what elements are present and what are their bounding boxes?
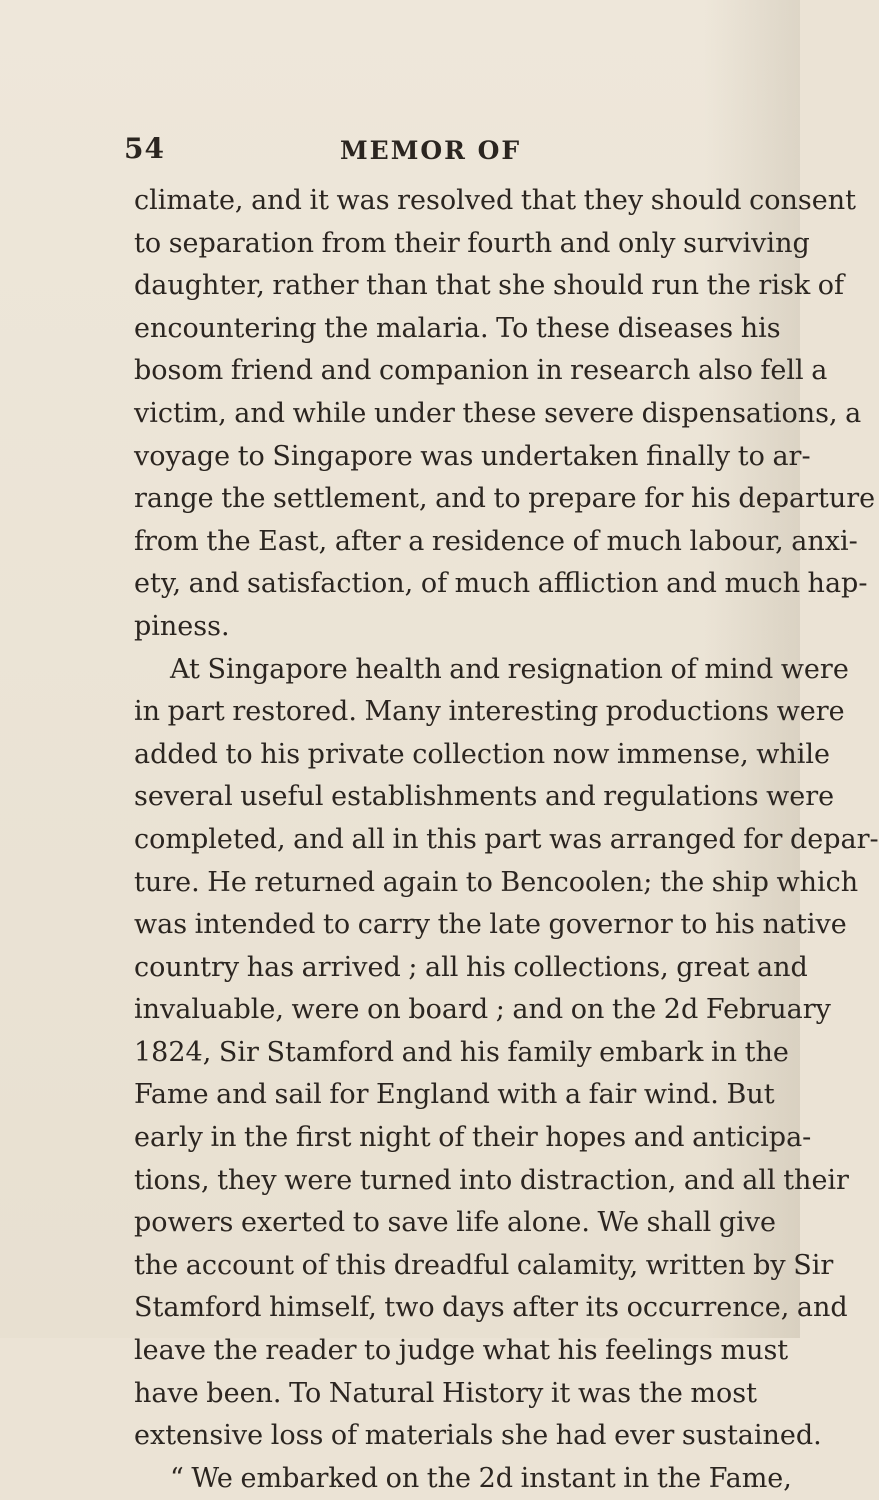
text-line-paragraph-start: At Singapore health and resignation of mind were xyxy=(170,653,849,685)
text-line: in part restored. Many interesting productions were xyxy=(134,696,845,728)
text-line: invaluable, were on board ; and on the 2d February xyxy=(134,994,831,1026)
text-line-paragraph-end: piness. xyxy=(134,610,230,642)
text-line: encountering the malaria. To these diseases his xyxy=(134,312,781,344)
running-head: MEMOR OF xyxy=(340,136,522,165)
page-number: 54 xyxy=(124,132,165,165)
text-line: victim, and while under these severe dispensations, a xyxy=(134,397,862,429)
text-line: added to his private collection now immense, while xyxy=(134,738,831,770)
text-line: range the settlement, and to prepare for his departure xyxy=(134,483,876,515)
text-line: ture. He returned again to Bencoolen; the ship which xyxy=(134,866,859,898)
text-line: bosom friend and companion in research also fell a xyxy=(134,355,828,387)
text-line: tions, they were turned into distraction, and all their xyxy=(134,1164,849,1196)
body-text xyxy=(134,180,879,1500)
text-line-quote-start: “ We embarked on the 2d instant in the Fame, xyxy=(170,1462,792,1494)
page-header xyxy=(0,132,800,166)
text-line: powers exerted to save life alone. We shall give xyxy=(134,1207,777,1239)
text-line: daughter, rather than that she should run the risk of xyxy=(134,270,845,302)
text-line: country has arrived ; all his collections, great and xyxy=(134,951,808,983)
text-line: have been. To Natural History it was the most xyxy=(134,1377,757,1409)
text-line: several useful establishments and regulations were xyxy=(134,781,835,813)
text-line: 1824, Sir Stamford and his family embark in the xyxy=(134,1036,789,1068)
text-line: was intended to carry the late governor to his native xyxy=(134,909,847,941)
text-line: climate, and it was resolved that they should consent xyxy=(134,185,856,216)
text-line: Fame and sail for England with a fair wind. But xyxy=(134,1079,775,1111)
text-line: early in the first night of their hopes and anticipa- xyxy=(134,1122,812,1154)
text-line: from the East, after a residence of much labour, anxi- xyxy=(134,525,858,557)
text-line: leave the reader to judge what his feelings must xyxy=(134,1335,789,1367)
text-line: voyage to Singapore was undertaken finally to ar- xyxy=(134,440,811,472)
text-line: to separation from their fourth and only surviving xyxy=(134,227,810,259)
text-line: the account of this dreadful calamity, written by Sir xyxy=(134,1249,834,1281)
text-line: ety, and satisfaction, of much affliction and much hap- xyxy=(134,568,868,600)
text-line-paragraph-end: extensive loss of materials she had ever sustained. xyxy=(134,1420,822,1452)
text-line: Stamford himself, two days after its occurrence, and xyxy=(134,1292,848,1324)
text-line: completed, and all in this part was arranged for depar- xyxy=(134,823,879,855)
